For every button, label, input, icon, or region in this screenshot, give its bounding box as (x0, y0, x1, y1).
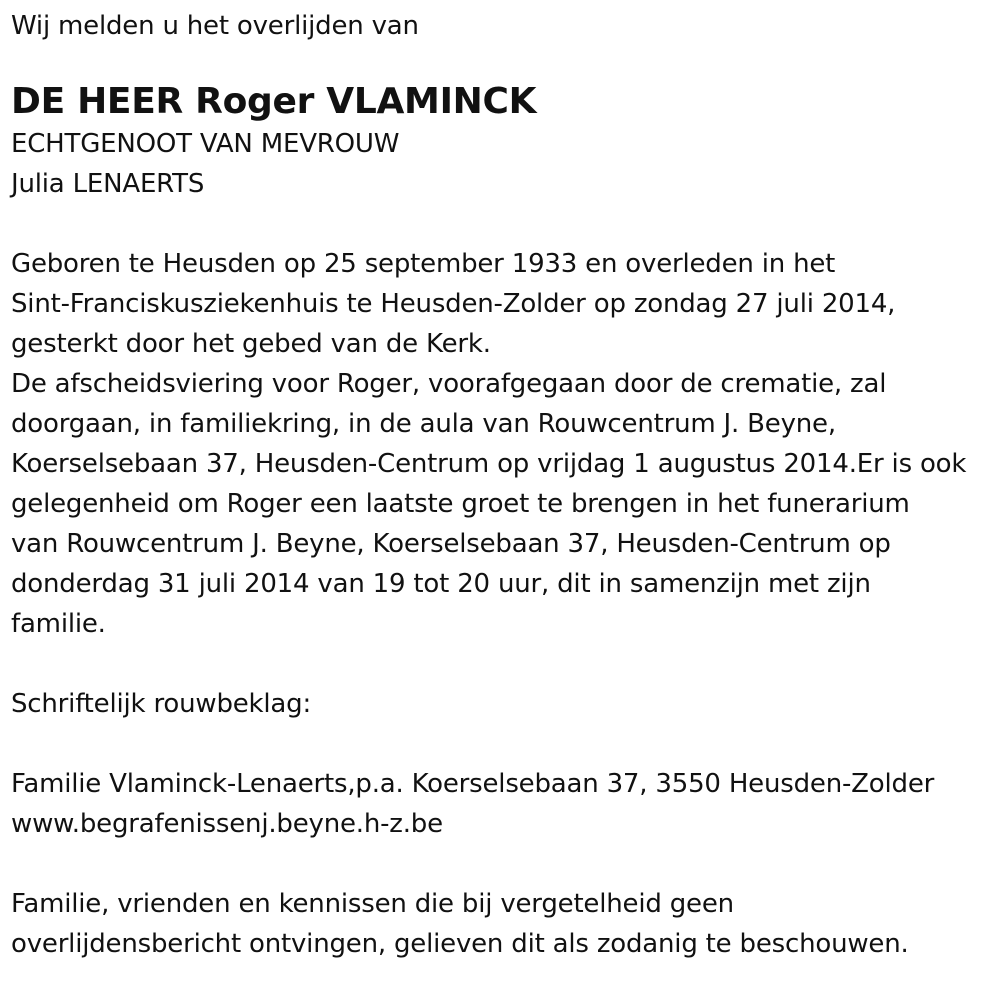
body-line: De afscheidsviering voor Roger, voorafgegaan door de crematie, zal (11, 369, 887, 399)
spouse-line-2: Julia LENAERTS (11, 169, 205, 199)
body-line: doorgaan, in familiekring, in de aula van Rouwcentrum J. Beyne, (11, 409, 836, 439)
body-line: gesterkt door het gebed van de Kerk. (11, 329, 491, 359)
website-link-row (11, 804, 996, 844)
body-line: van Rouwcentrum J. Beyne, Koerselsebaan 37, Heusden-Centrum op (11, 529, 891, 559)
closing-line: overlijdensbericht ontvingen, gelieven dit als zodanig te beschouwen. (11, 929, 909, 959)
spacer (11, 204, 996, 244)
body-line: Koerselsebaan 37, Heusden-Centrum op vrijdag 1 augustus 2014.Er is ook (11, 449, 967, 479)
spacer (11, 844, 996, 884)
spacer (11, 724, 996, 764)
intro-text: Wij melden u het overlijden van (11, 11, 419, 41)
body-paragraph (11, 244, 996, 644)
death-notice (11, 6, 996, 964)
deceased-name: DE HEER Roger VLAMINCK (11, 81, 537, 122)
condolence-label: Schriftelijk rouwbeklag: (11, 689, 312, 719)
body-line: familie. (11, 609, 106, 639)
body-line: Sint-Franciskusziekenhuis te Heusden-Zolder op zondag 27 juli 2014, (11, 289, 896, 319)
family-address: Familie Vlaminck-Lenaerts,p.a. Koerselsebaan 37, 3550 Heusden-Zolder (11, 769, 935, 799)
closing-line: Familie, vrienden en kennissen die bij vergetelheid geen (11, 889, 734, 919)
body-line: donderdag 31 juli 2014 van 19 tot 20 uur, dit in samenzijn met zijn (11, 569, 871, 599)
website-link[interactable]: www.begrafenissenj.beyne.h-z.be (11, 809, 443, 839)
spacer (11, 644, 996, 684)
spacer (11, 46, 996, 80)
body-line: gelegenheid om Roger een laatste groet te brengen in het funerarium (11, 489, 910, 519)
body-line: Geboren te Heusden op 25 september 1933 en overleden in het (11, 249, 836, 279)
spouse-line-1: ECHTGENOOT VAN MEVROUW (11, 129, 400, 159)
